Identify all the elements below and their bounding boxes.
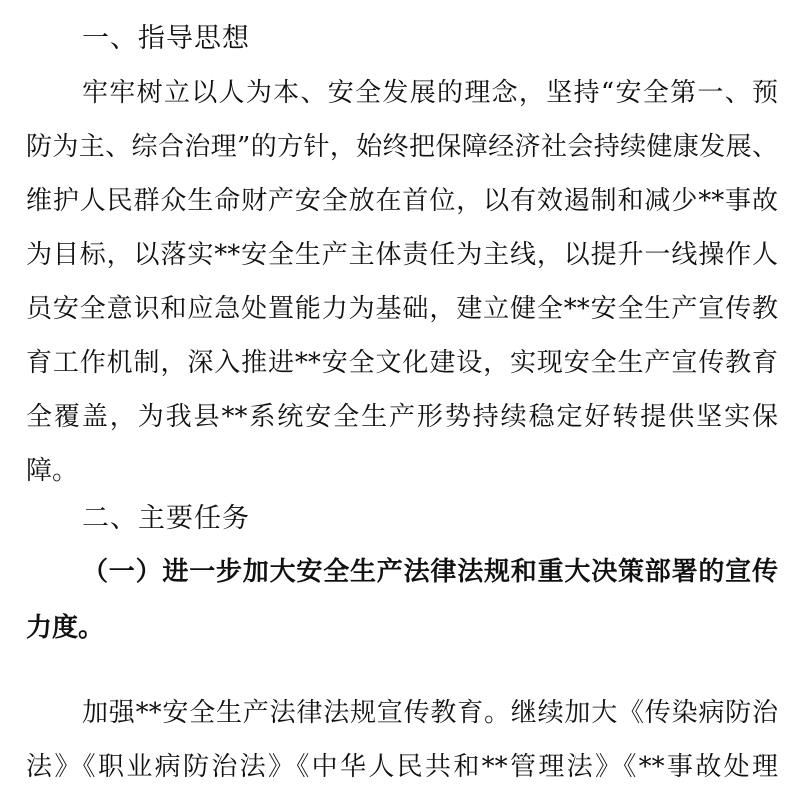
main-tasks-paragraph <box>26 686 778 794</box>
section-heading-guiding-ideology: 一、指导思想 <box>82 23 250 54</box>
subsection-heading <box>26 544 778 656</box>
subheading-line: （一）进一步加大安全生产法律法规和重大决策部署的宣传 <box>82 557 778 587</box>
paragraph-line: 法》《职业病防治法》《中华人民共和**管理法》《**事故处理 <box>26 752 778 782</box>
paragraph-line: 加强**安全生产法律法规宣传教育。继续加大《传染病防治 <box>82 698 778 728</box>
section-heading-main-tasks: 二、主要任务 <box>82 503 250 534</box>
paragraph-line: 员安全意识和应急处置能力为基础，建立健全**安全生产宣传教 <box>26 294 778 324</box>
paragraph-line: 维护人民群众生命财产安全放在首位，以有效遏制和减少**事故 <box>26 186 778 216</box>
paragraph-line: 育工作机制，深入推进**安全文化建设，实现安全生产宣传教育 <box>26 348 778 378</box>
paragraph-line: 防为主、综合治理”的方针，始终把保障经济社会持续健康发展、 <box>26 132 778 162</box>
paragraph-line: 为目标，以落实**安全生产主体责任为主线，以提升一线操作人 <box>26 240 778 270</box>
paragraph-line: 全覆盖，为我县**系统安全生产形势持续稳定好转提供坚实保 <box>26 402 778 432</box>
paragraph-line: 牢牢树立以人为本、安全发展的理念，坚持“安全第一、预 <box>82 78 778 108</box>
subheading-line: 力度。 <box>26 613 105 643</box>
guiding-ideology-paragraph <box>26 66 778 498</box>
paragraph-line: 障。 <box>26 456 79 486</box>
